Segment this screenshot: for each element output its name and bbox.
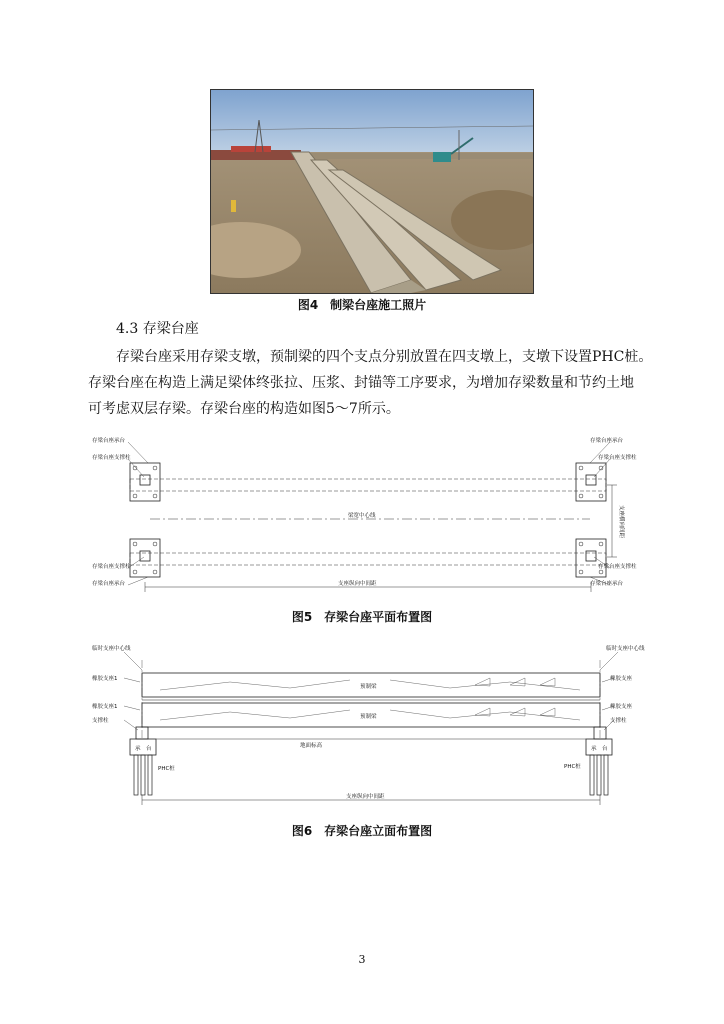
support-cap-bottom-left	[130, 539, 160, 577]
paragraph-line-2: 存梁台座在构造上满足梁体终张拉、压浆、封锚等工序要求，为增加存梁数量和节约土地	[88, 375, 634, 391]
paragraph-line-3: 可考虑双层存梁。存梁台座的构造如图5～7所示。	[88, 401, 400, 417]
construction-photo	[210, 89, 534, 294]
figure-6-caption: 图6 存梁台座立面布置图	[291, 824, 433, 838]
label-column-left: 支撑柱	[92, 718, 109, 724]
paragraph-line-1: 存梁台座采用存梁支墩，预制梁的四个支点分别放置在四支墩上，支墩下设置PHC桩。	[116, 349, 653, 365]
label-rubber-bearing-right-2: 橡胶支座	[610, 704, 633, 710]
support-cap-top-left	[130, 463, 160, 501]
figure-5-drawing	[90, 433, 650, 602]
label-center-line: 梁宽中心线	[348, 513, 376, 519]
support-column-top-left	[140, 475, 150, 485]
label-support-centre-right: 临时支座中心线	[606, 646, 645, 652]
label-pile-left: PHC桩	[158, 766, 175, 772]
label-top-left-column: 存梁台座支撑柱	[92, 455, 131, 461]
figure-4-caption: 图4 制梁台座施工照片	[297, 298, 427, 312]
support-column-bottom-left	[140, 551, 150, 561]
support-cap-bottom-right	[576, 539, 606, 577]
label-bottom-right-cap: 存梁台座承台	[590, 581, 624, 587]
support-column-bottom-right	[586, 551, 596, 561]
label-beam-lower: 预制梁	[360, 714, 377, 720]
label-bottom-dimension: 支座纵向中间距	[338, 581, 377, 587]
label-bottom-left-cap: 存梁台座承台	[92, 581, 126, 587]
construction-photo-drawing	[211, 90, 533, 293]
label-ground-level: 地面标高	[300, 743, 323, 749]
figure-5-caption: 图5 存梁台座平面布置图	[291, 610, 433, 624]
label-top-right-column: 存梁台座支撑柱	[598, 455, 637, 461]
section-heading: 4.3 存梁台座	[116, 321, 199, 337]
section-paragraph	[88, 344, 668, 422]
label-top-right-cap: 存梁台座承台	[590, 438, 624, 444]
label-bottom-right-column: 存梁台座支撑柱	[598, 564, 637, 570]
beam-outline-top	[130, 479, 606, 491]
label-support-centre-left: 临时支座中心线	[92, 646, 131, 652]
label-rubber-bearing-left-1: 橡胶支座1	[92, 676, 118, 682]
label-cap-right: 承 台	[591, 746, 608, 752]
beam-outline-bottom	[130, 553, 606, 565]
figure-6-drawing	[90, 640, 650, 814]
label-elevation-dimension: 支座纵向中间距	[346, 794, 385, 800]
label-cap-left: 承 台	[135, 746, 152, 752]
label-vertical-dimension: 支座横向间距	[618, 505, 624, 539]
label-bottom-left-column: 存梁台座支撑柱	[92, 564, 131, 570]
label-beam-upper: 预制梁	[360, 684, 377, 690]
page-number: 3	[358, 953, 366, 966]
label-rubber-bearing-right-1: 橡胶支座	[610, 676, 633, 682]
label-top-left-cap: 存梁台座承台	[92, 438, 126, 444]
label-column-right: 支撑柱	[610, 718, 627, 724]
label-pile-right: PHC桩	[564, 764, 581, 770]
label-rubber-bearing-left-2: 橡胶支座1	[92, 704, 118, 710]
